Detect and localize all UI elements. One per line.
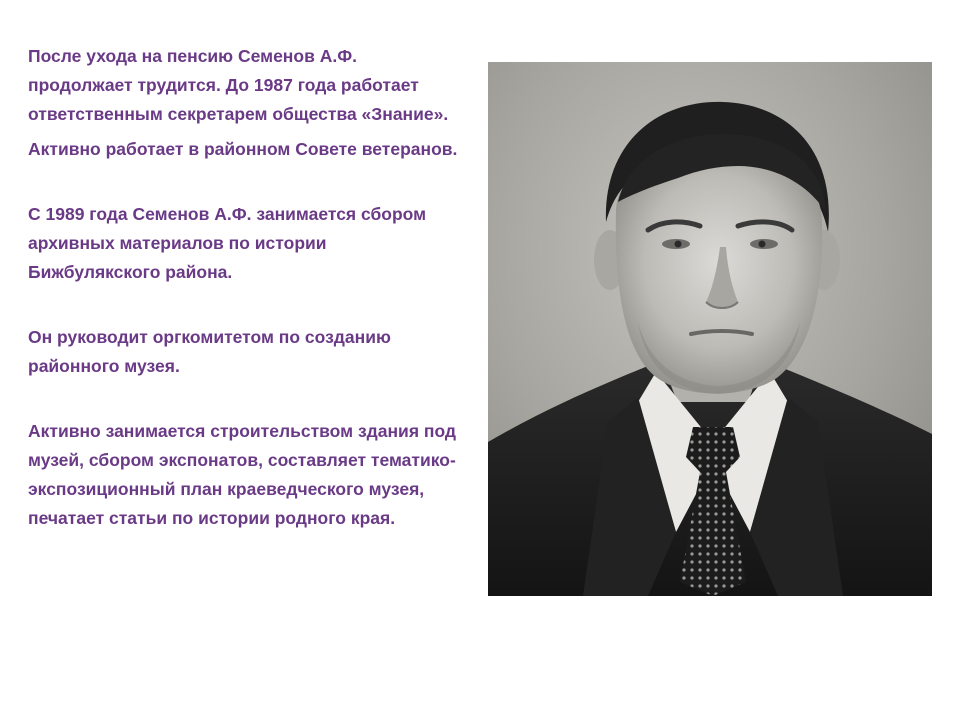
spacer [28,287,458,323]
portrait-illustration [488,62,932,596]
paragraph-museum-committee: Он руководит оргкомитетом по созданию районного музея. [28,327,391,376]
paragraph-museum-construction: Активно занимается строительством здания под музей, сбором экспонатов, составляет тематико-экспозиционный план краеведческого музея, печатает статьи по истории родного края. [28,421,457,528]
text-column [28,42,458,533]
spacer [28,164,458,200]
portrait-photo [488,62,932,596]
paragraph-archive-collection: С 1989 года Семенов А.Ф. занимается сбором архивных материалов по истории Бижбулякского района. [28,204,427,282]
spacer [28,381,458,417]
paragraph-retirement: После ухода на пенсию Семенов А.Ф. продолжает трудится. До 1987 года работает ответственным секретарем общества «Знание». [28,46,449,124]
paragraph-veterans-council: Активно работает в районном Совете ветеранов. [28,139,458,159]
